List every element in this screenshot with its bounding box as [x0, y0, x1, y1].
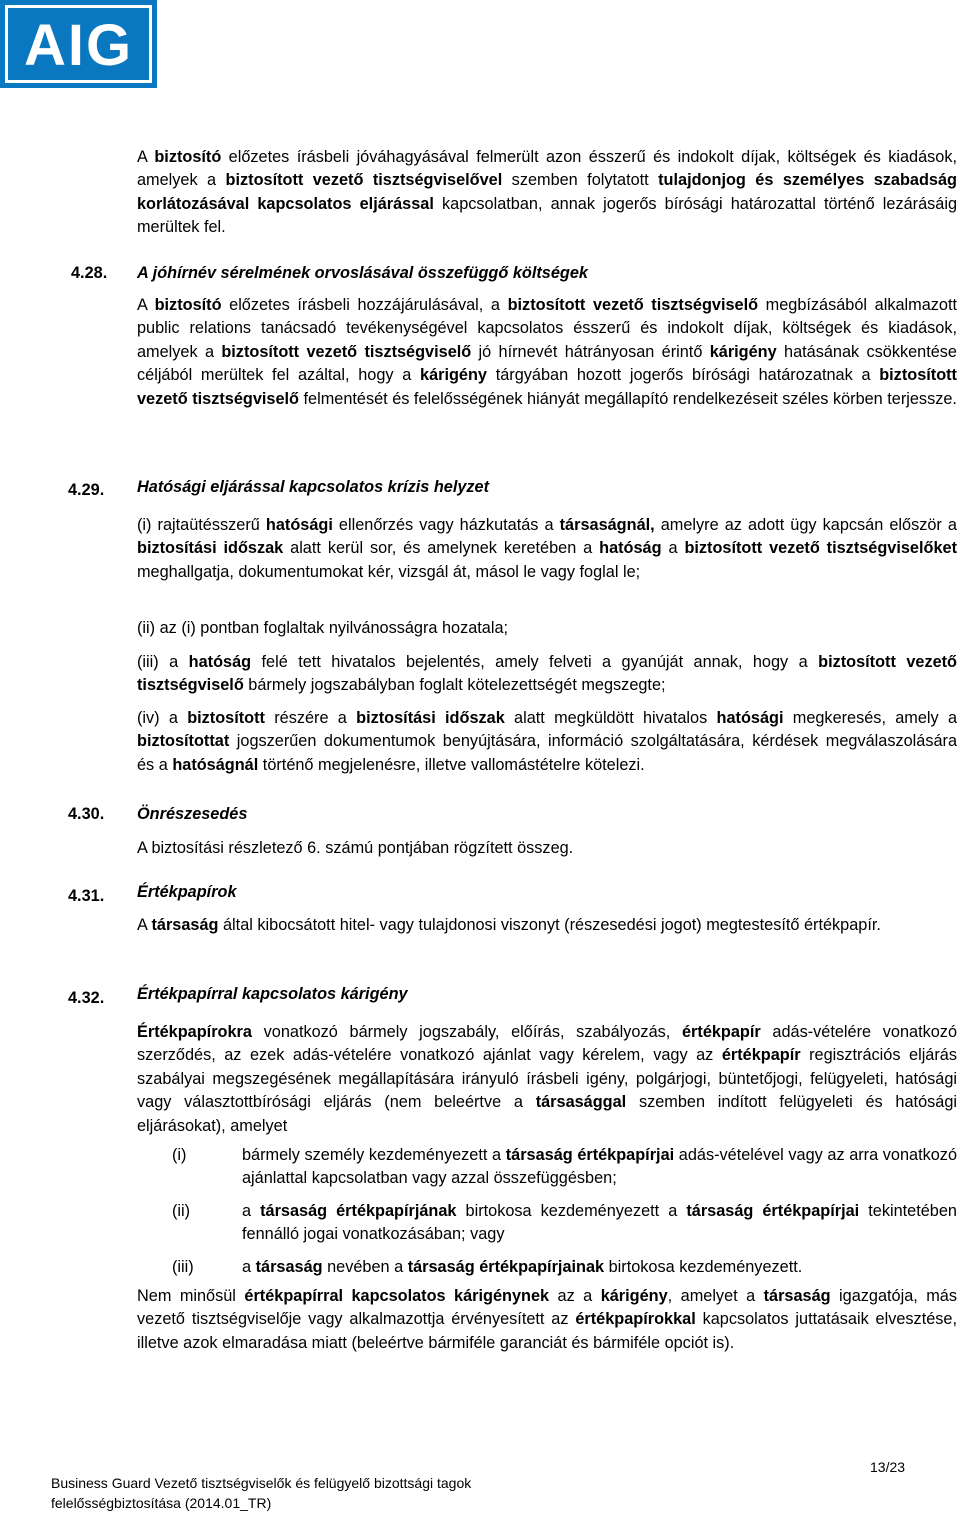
footer-line-2: felelősségbiztosítása (2014.01_TR) [51, 1495, 272, 1511]
page-number: 13/23 [870, 1459, 906, 1475]
section-title-4-28: A jóhírnév sérelmének orvoslásával összefüggő költségek [137, 264, 588, 282]
section-number-4-31: 4.31. [68, 887, 105, 905]
section-title-4-30: Önrészesedés [137, 805, 248, 823]
list-item: bármely személy kezdeményezett a társaság értékpapírjai adás-vételével vagy az arra vonatkozó ajánlattal kapcsolatban vagy azzal összefüggésben; [242, 1146, 957, 1188]
list-item: a társaság nevében a társaság értékpapírjainak birtokosa kezdeményezett. [242, 1258, 803, 1276]
section-4-29-item-i: (i) rajtaütésszerű hatósági ellenőrzés vagy házkutatás a társaságnál, amelyre az adott ügy kapcsán először a biztosítási időszak alatt kerül sor, és amelynek keretében a hatóság a biztosított vezető tisztségviselőket meghallgatja, dokumentumokat kér, vizsgál át, másol le vagy foglal le; [137, 516, 957, 581]
section-4-29-item-ii: (ii) az (i) pontban foglaltak nyilvánosságra hozatala; [137, 619, 509, 637]
section-4-32-intro: Értékpapírokra vonatkozó bármely jogszabály, előírás, szabályozás, értékpapír adás-vételére vonatkozó szerződés, az ezek adás-vételére vonatkozó ajánlat vagy kérelem, vagy az értékpapír regisztrációs eljárás szabályai megszegésének megállapítására irányuló írásbeli igény, polgárjogi, büntetőjogi, felügyeleti, hatósági vagy választottbírósági eljárás (nem beleértve a társasággal szemben indított felügyeleti és hatósági eljárásokat), amelyet [137, 1023, 957, 1135]
list-item: a társaság értékpapírjának birtokosa kezdeményezett a társaság értékpapírjai tekintetében fennálló jogai vonatkozásában; vagy [242, 1202, 957, 1244]
list-label: (iii) [172, 1258, 194, 1276]
logo-text: AIG [23, 13, 134, 78]
section-title-4-31: Értékpapírok [137, 883, 237, 901]
section-number-4-30: 4.30. [68, 805, 105, 823]
section-4-32-outro: Nem minősül értékpapírral kapcsolatos kárigénynek az a kárigény, amelyet a társaság igazgatója, más vezető tisztségviselője vagy alkalmazottja érvényesített az értékpapírokkal kapcsolatos juttatásaik elvesztése, illetve azok elmaradása miatt (beleértve bármiféle garanciát és bármiféle opciót is). [137, 1287, 958, 1352]
aig-logo [0, 0, 157, 88]
section-title-4-29: Hatósági eljárással kapcsolatos krízis helyzet [137, 478, 490, 496]
section-text-4-30: A biztosítási részletező 6. számú pontjában rögzített összeg. [137, 839, 574, 857]
section-number-4-28: 4.28. [71, 264, 108, 282]
section-number-4-32: 4.32. [68, 989, 105, 1007]
section-text-4-28: A biztosító előzetes írásbeli hozzájárulásával, a biztosított vezető tisztségviselő megbízásából alkalmazott public relations tanácsadó tevékenységével kapcsolatos ésszerű és indokolt díjak, költségek és kiadások, amelyek a biztosított vezető tisztségviselő jó hírnevét hátrányosan érintő kárigény hatásának csökkentése céljából merültek fel azáltal, hogy a kárigény tárgyában hozott jogerős bírósági határozatnak a biztosított vezető tisztségviselő felmentését és felelősségének hiányát megállapító rendelkezéseit széles körben terjessze. [137, 296, 957, 408]
section-4-29-item-iv: (iv) a biztosított részére a biztosítási időszak alatt megküldött hivatalos hatósági megkeresés, amely a biztosítottat jogszerűen dokumentumok benyújtására, információ szolgáltatására, kérdések megválaszolására és a hatóságnál történő megjelenésre, illetve vallomástételre kötelezi. [137, 709, 957, 774]
list-label: (ii) [172, 1202, 191, 1220]
section-title-4-32: Értékpapírral kapcsolatos kárigény [137, 985, 408, 1003]
footer-line-1: Business Guard Vezető tisztségviselők és felügyelő bizottsági tagok [51, 1475, 472, 1491]
section-4-29-item-iii: (iii) a hatóság felé tett hivatalos bejelentés, amely felveti a gyanúját annak, hogy a biztosított vezető tisztségviselő bármely jogszabályban foglalt kötelezettségét megszegte; [137, 653, 958, 695]
intro-paragraph: A biztosító előzetes írásbeli jóváhagyásával felmerült azon ésszerű és indokolt díjak, költségek és kiadások, amelyek a biztosított vezető tisztségviselővel szemben folytatott tulajdonjog és személyes szabadság korlátozásával kapcsolatos eljárással kapcsolatban, annak jogerős bírósági határozattal történő lezárásáig merültek fel. [137, 148, 958, 237]
section-text-4-31: A társaság által kibocsátott hitel- vagy tulajdonosi viszonyt (részesedési jogot) megtestesítő értékpapír. [137, 916, 881, 934]
logo-frame [5, 5, 152, 83]
list-label: (i) [172, 1146, 187, 1164]
section-number-4-29: 4.29. [68, 481, 105, 499]
